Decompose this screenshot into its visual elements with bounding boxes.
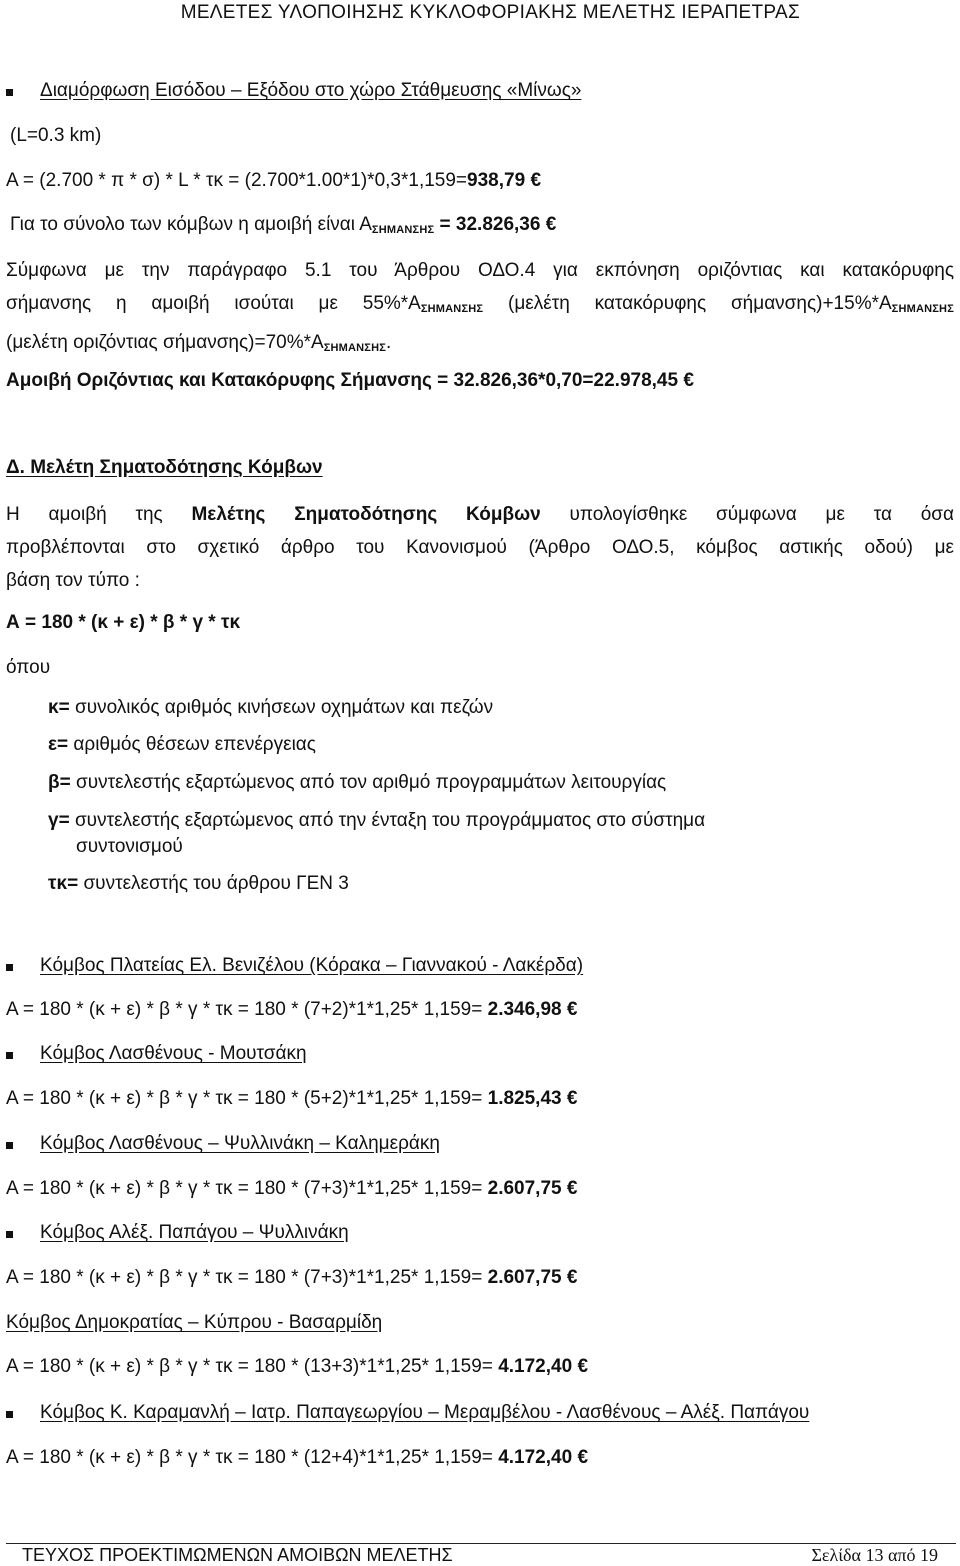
total-line [10,213,556,242]
junction-title: Κόμβος Λασθένους - Μουτσάκη [40,1043,307,1064]
euro-icon: € [566,1178,578,1199]
junction-result: 2.607,75 [487,1267,562,1288]
junction-title: Κόμβος Κ. Καραμανλή – Ιατρ. Παπαγεωργίου – Μεραμβέλου - Λασθένους – Αλέξ. Παπάγου [40,1402,810,1423]
euro-icon: € [577,1356,589,1377]
definition-row: β= συντελεστής εξαρτώμενος από τον αριθμό προγραμμάτων λειτουργίας [48,772,667,793]
junction-formula: Α = 180 * (κ + ε) * β * γ * τκ = 180 * (5+2)*1*1,25* 1,159= 1.825,43 € [6,1088,578,1109]
definition-row: συντονισμού [76,836,183,857]
page-header: ΜΕΛΕΤΕΣ ΥΛΟΠΟΙΗΣΗΣ ΚΥΚΛΟΦΟΡΙΑΚΗΣ ΜΕΛΕΤΗΣ ΙΕΡΑΠΕΤΡΑΣ [180,2,800,23]
page-number: Σελίδα 13 από 19 [811,1545,938,1565]
footer-divider [6,1543,956,1544]
formula-line [6,169,541,193]
junction-formula: Α = 180 * (κ + ε) * β * γ * τκ = 180 * (7+3)*1*1,25* 1,159= 2.607,75 € [6,1267,578,1288]
para-line: σήμανσης η αμοιβή ισούται με $55\%*A_{\Sigma HMAN\Sigma H\Sigma}$ (μελέτη κατακόρυφης $\sigma ή\mu\alpha\nu\sigma\eta\varsigma)+15\%*A_{\Sigma HMAN\Sigma H\Sigma}$ [6,293,954,315]
junction-result: 1.825,43 [487,1088,562,1109]
amount-line [6,369,694,393]
definition-row: τκ= συντελεστής του άρθρου ΓΕΝ 3 [48,873,349,894]
where-label: όπου [6,657,51,678]
definition-row: γ= συντελεστής εξαρτώμενος από την ένταξη του προγράμματος στο σύστημα [48,810,706,831]
junction-formula: Α = 180 * (κ + ε) * β * γ * τκ = 180 * (7+3)*1*1,25* 1,159= 2.607,75 € [6,1178,578,1199]
formula-result: 938,79 [467,170,526,191]
junction-result: 2.607,75 [487,1178,562,1199]
item-title: Διαμόρφωση Εισόδου – Εξόδου στο χώρο Στάθμευσης «Μίνως» [40,80,582,101]
junction-title: Κόμβος Αλέξ. Παπάγου – Ψυλλινάκη [40,1222,349,1243]
footer-title: ΤΕΥΧΟΣ ΠΡΟΕΚΤΙΜΩΜΕΝΩΝ ΑΜΟΙΒΩΝ ΜΕΛΕΤΗΣ [22,1545,453,1565]
bullet-icon [6,1411,13,1418]
euro-icon: € [545,214,557,235]
definition-row: κ= συνολικός αριθμός κινήσεων οχημάτων και πεζών [48,697,494,718]
euro-icon: € [566,1267,578,1288]
euro-icon: € [566,999,578,1020]
bullet-icon [6,964,13,971]
formula-text: Α = (2.700 * π * σ) * L * τκ = (2.700*1.00*1)*0,3*1,159= [6,170,468,191]
junction-title: Κόμβος Πλατείας Ελ. Βενιζέλου (Κόρακα – Γιαννακού - Λακέρδα) [40,955,584,976]
para-line: (μελέτη οριζόντιας $\sigma ή\mu\alpha\nu\sigma\eta\varsigma)=70\%*A_{\Sigma HMAN\Sigma H\Sigma}$. [6,332,392,354]
junction-result: 4.172,40 [498,1356,573,1377]
bullet-icon [6,89,13,96]
bullet-icon [6,1052,13,1059]
total-text: Για το σύνολο των κόμβων η αμοιβή είναι Α [10,214,372,235]
main-formula: Α = 180 * (κ + ε) * β * γ * τκ [6,612,241,633]
length-note: (L=0.3 km) [10,125,102,146]
bullet-icon [6,1142,13,1149]
section-intro [6,498,954,597]
euro-icon: € [566,1088,578,1109]
euro-icon: € [530,170,542,191]
junction-formula: Α = 180 * (κ + ε) * β * γ * τκ = 180 * (13+3)*1*1,25* 1,159= 4.172,40 € [6,1356,589,1377]
intro-line: προβλέπονται στο σχετικό άρθρο του Κανονισμού (Άρθρο ΟΔΟ.5, κόμβος αστικής οδού) με [6,537,954,558]
paragraph-signage [6,254,954,365]
junction-title: Κόμβος Δημοκρατίας – Κύπρου - Βασαρμίδη [6,1312,383,1333]
euro-icon: € [683,370,694,391]
amount-text: Αμοιβή Οριζόντιας και Κατακόρυφης Σήμανσης = 32.826,36*0,70=22.978,45 [6,370,684,391]
junction-result: 2.346,98 [487,999,562,1020]
section-heading: Δ. Μελέτη Σηματοδότησης Κόμβων [6,457,323,478]
bullet-icon [6,1231,13,1238]
junction-title: Κόμβος Λασθένους – Ψυλλινάκη – Καλημεράκη [40,1133,440,1154]
junction-formula: Α = 180 * (κ + ε) * β * γ * τκ = 180 * (7+2)*1*1,25* 1,159= 2.346,98 € [6,999,578,1020]
intro-line: βάση τον τύπο : [6,570,140,591]
definition-row: ε= αριθμός θέσεων επενέργειας [48,734,316,755]
subscript-label: ΣΗΜΑΝΣΗΣ [371,224,435,236]
junction-result: 4.172,40 [498,1447,573,1468]
euro-icon: € [577,1447,589,1468]
total-value: = 32.826,36 [434,214,546,235]
intro-line: Η αμοιβή της Μελέτης Σηματοδότησης Κόμβων υπολογίσθηκε σύμφωνα με τα όσα [6,504,954,525]
para-line: Σύμφωνα με την παράγραφο 5.1 του Άρθρου ΟΔΟ.4 για εκπόνηση οριζόντιας και κατακόρυφης [6,260,954,281]
junction-formula: Α = 180 * (κ + ε) * β * γ * τκ = 180 * (12+4)*1*1,25* 1,159= 4.172,40 € [6,1447,589,1468]
